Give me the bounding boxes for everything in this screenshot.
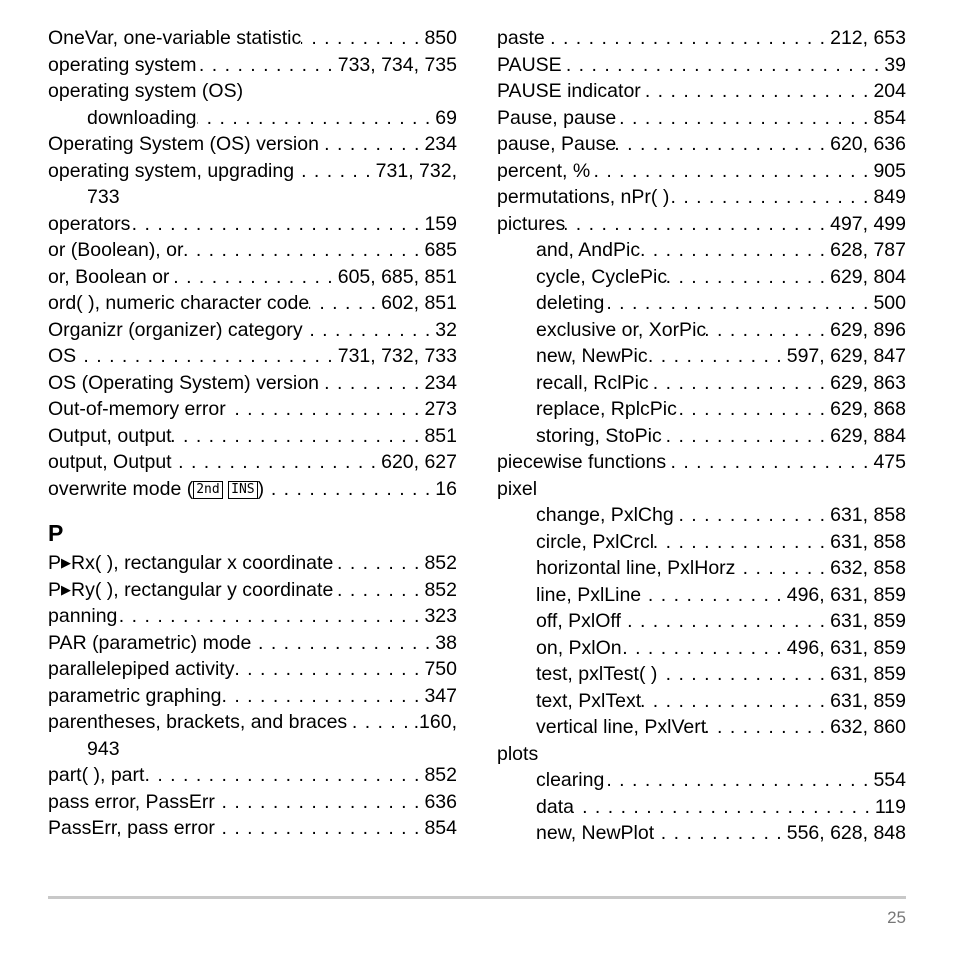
index-entry xyxy=(497,820,906,847)
entry-pages: 212, 653 xyxy=(830,27,906,49)
entry-pages: 631, 858 xyxy=(830,530,906,553)
page-number: 25 xyxy=(887,908,906,927)
entry-term: circle, PxlCrcl xyxy=(536,530,655,553)
leader-dots xyxy=(169,264,333,291)
index-entry xyxy=(497,237,906,264)
leader-dots xyxy=(264,476,431,503)
index-entry xyxy=(48,736,457,763)
index-entry xyxy=(48,158,457,185)
index-entry xyxy=(497,317,906,344)
entry-term: on, PxlOn xyxy=(536,636,622,659)
entry-term-rest: Rx( ), rectangular x coordinate xyxy=(71,552,334,574)
entry-term: OS (Operating System) version xyxy=(48,371,319,394)
entry-term: off, PxlOff xyxy=(536,610,621,632)
entry-term: paste xyxy=(497,27,545,49)
entry-term: Out-of-memory error xyxy=(48,398,226,420)
entry-term: vertical line, PxlVert xyxy=(536,716,707,738)
entry-term: PAUSE indicator xyxy=(497,80,641,102)
section-heading-p: P xyxy=(48,520,64,546)
index-entry xyxy=(497,741,906,768)
index-entry-prx xyxy=(48,550,457,577)
entry-pages: 16 xyxy=(435,477,457,500)
index-entry xyxy=(497,688,906,715)
entry-pages: 631, 859 xyxy=(830,610,906,632)
entry-pages: 852 xyxy=(424,552,457,574)
entry-pages: 631, 859 xyxy=(830,689,906,712)
leader-dots xyxy=(197,105,432,132)
leader-dots xyxy=(654,820,783,847)
entry-pages: 852 xyxy=(424,764,457,786)
entry-term: exclusive or, XorPic xyxy=(536,318,707,341)
leader-dots xyxy=(221,683,420,710)
leader-dots xyxy=(215,789,421,816)
entry-pages: 629, 863 xyxy=(830,371,906,394)
entry-term: PassErr, pass error xyxy=(48,817,215,839)
index-entry xyxy=(497,661,906,688)
entry-pages: 159 xyxy=(424,212,457,235)
entry-term: pixel xyxy=(497,477,538,500)
index-entry xyxy=(48,290,457,317)
entry-term: operators xyxy=(48,212,131,235)
entry-pages: 496, 631, 859 xyxy=(786,636,906,659)
entry-pages: 119 xyxy=(874,795,906,818)
index-entry xyxy=(48,449,457,476)
index-entry xyxy=(48,370,457,397)
leader-dots xyxy=(562,52,881,79)
entry-term: plots xyxy=(497,742,539,765)
leader-dots xyxy=(641,78,870,105)
footer-rule xyxy=(48,896,906,899)
entry-pages: 733, 734, 735 xyxy=(337,53,457,76)
index-entry xyxy=(48,423,457,450)
index-entry xyxy=(48,683,457,710)
entry-term: operating system xyxy=(48,53,197,76)
right-triangle-icon: ▶ xyxy=(61,581,72,597)
index-entry xyxy=(497,714,906,741)
entry-pages: 731, 732, xyxy=(375,159,457,182)
leader-dots xyxy=(172,423,421,450)
leader-dots xyxy=(616,131,826,158)
entry-pages: 629, 804 xyxy=(830,265,906,288)
index-entry xyxy=(497,529,906,556)
entry-term: data xyxy=(536,795,574,818)
leader-dots xyxy=(197,52,334,79)
entry-pages: 602, 851 xyxy=(381,292,457,314)
entry-term: OneVar, one-variable statistic xyxy=(48,27,302,49)
index-entry xyxy=(48,630,457,657)
entry-pages: 500 xyxy=(873,292,906,314)
entry-term: parametric graphing xyxy=(48,684,222,707)
entry-pages: 685 xyxy=(424,239,457,261)
entry-term-rest: Ry( ), rectangular y coordinate xyxy=(71,578,334,601)
entry-term: new, NewPic xyxy=(536,345,648,367)
entry-pages: 204 xyxy=(873,80,906,102)
leader-dots xyxy=(574,794,871,821)
leader-dots xyxy=(621,608,826,635)
entry-pages: 854 xyxy=(873,106,906,129)
leader-dots xyxy=(303,317,432,344)
leader-dots xyxy=(309,290,377,317)
entry-pages: 497, 499 xyxy=(830,212,906,235)
leader-dots xyxy=(677,396,826,423)
entry-pages: 69 xyxy=(435,106,457,129)
index-entry xyxy=(497,396,906,423)
entry-pages: 39 xyxy=(884,53,906,76)
entry-pages: 629, 896 xyxy=(830,318,906,341)
leader-dots xyxy=(674,502,826,529)
index-entry xyxy=(497,608,906,635)
index-entry xyxy=(48,709,457,736)
entry-term: and, AndPic xyxy=(536,239,641,261)
index-entry xyxy=(48,105,457,132)
key-2nd-icon: 2nd xyxy=(193,481,222,499)
leader-dots xyxy=(172,449,378,476)
index-entry xyxy=(48,264,457,291)
index-entry xyxy=(497,502,906,529)
leader-dots xyxy=(117,603,420,630)
index-entry xyxy=(497,767,906,794)
entry-pages: 38 xyxy=(435,631,457,654)
leader-dots xyxy=(130,211,420,238)
index-column-left xyxy=(48,25,457,842)
leader-dots xyxy=(76,343,334,370)
leader-dots xyxy=(622,635,783,662)
index-entry xyxy=(48,789,457,816)
entry-term-close: ) xyxy=(257,477,265,500)
entry-pages: 347 xyxy=(424,684,457,707)
entry-pages: 556, 628, 848 xyxy=(786,822,906,844)
entry-term: text, PxlText xyxy=(536,689,642,712)
entry-term: cycle, CyclePic xyxy=(536,265,668,288)
leader-dots xyxy=(294,158,372,185)
entry-term: recall, RclPic xyxy=(536,371,649,394)
entry-term: 733 xyxy=(87,186,120,208)
entry-term: overwrite mode ( xyxy=(48,477,194,500)
entry-pages: 632, 858 xyxy=(830,557,906,579)
index-entry xyxy=(497,25,906,52)
entry-pages: 631, 859 xyxy=(830,663,906,685)
entry-pages: 496, 631, 859 xyxy=(786,583,906,606)
key-ins-icon: INS xyxy=(228,481,257,499)
entry-pages: 850 xyxy=(424,27,457,49)
index-entry xyxy=(48,184,457,211)
index-entry xyxy=(497,635,906,662)
entry-pages: 605, 685, 851 xyxy=(337,265,457,288)
entry-term: replace, RplcPic xyxy=(536,398,677,420)
leader-dots xyxy=(333,577,420,604)
index-entry xyxy=(497,582,906,609)
entry-term: pass error, PassErr xyxy=(48,790,215,813)
entry-term: test, pxlTest( ) xyxy=(536,663,658,685)
leader-dots xyxy=(226,396,421,423)
entry-term: clearing xyxy=(536,769,605,791)
leader-dots xyxy=(183,237,420,264)
leader-dots xyxy=(706,317,826,344)
leader-dots xyxy=(662,423,826,450)
leader-dots xyxy=(144,762,420,789)
entry-term: or (Boolean), or xyxy=(48,239,184,261)
leader-dots xyxy=(590,158,869,185)
index-group-o xyxy=(48,25,457,476)
entry-term: OS xyxy=(48,345,77,367)
entry-term: piecewise functions xyxy=(497,451,667,473)
leader-dots xyxy=(641,688,826,715)
entry-term: Pause, pause xyxy=(497,106,617,129)
index-entry xyxy=(48,603,457,630)
entry-term: horizontal line, PxlHorz xyxy=(536,557,736,579)
entry-term: part( ), part xyxy=(48,764,145,786)
entry-pages: 632, 860 xyxy=(830,716,906,738)
leader-dots xyxy=(319,131,421,158)
entry-pages: 234 xyxy=(424,133,457,155)
entry-term: ord( ), numeric character code xyxy=(48,292,310,314)
leader-dots xyxy=(649,370,826,397)
entry-term: operating system (OS) xyxy=(48,80,244,102)
entry-term: permutations, nPr( ) xyxy=(497,186,670,208)
leader-dots xyxy=(654,529,826,556)
leader-dots xyxy=(641,582,783,609)
index-entry xyxy=(48,52,457,79)
entry-term: P xyxy=(48,552,62,574)
entry-term: PAR (parametric) mode xyxy=(48,631,252,654)
entry-pages: 475 xyxy=(873,451,906,473)
index-entry xyxy=(497,211,906,238)
entry-term: pause, Pause xyxy=(497,133,617,155)
entry-pages: 32 xyxy=(435,318,457,341)
entry-term: line, PxlLine xyxy=(536,583,642,606)
entry-term: downloading xyxy=(87,106,197,129)
entry-term: Output, output xyxy=(48,424,172,447)
entry-pages: 554 xyxy=(873,769,906,791)
index-entry xyxy=(48,815,457,842)
entry-pages: 750 xyxy=(424,658,457,680)
index-entry xyxy=(497,52,906,79)
entry-term: Operating System (OS) version xyxy=(48,133,319,155)
entry-pages: 273 xyxy=(424,398,457,420)
index-entry xyxy=(497,794,906,821)
index-entry xyxy=(497,264,906,291)
index-entry xyxy=(497,131,906,158)
entry-pages: 628, 787 xyxy=(830,239,906,261)
entry-pages: 597, 629, 847 xyxy=(786,345,906,367)
entry-pages: 629, 884 xyxy=(830,424,906,447)
index-group-p xyxy=(48,603,457,842)
index-group-p-continued xyxy=(497,25,906,847)
leader-dots xyxy=(333,550,420,577)
leader-dots xyxy=(301,25,420,52)
leader-dots xyxy=(667,264,826,291)
leader-dots xyxy=(735,555,826,582)
entry-term: pictures xyxy=(497,212,566,235)
entry-term: panning xyxy=(48,605,118,627)
index-entry xyxy=(497,449,906,476)
index-entry xyxy=(48,762,457,789)
leader-dots xyxy=(545,25,826,52)
leader-dots xyxy=(347,709,409,736)
leader-dots xyxy=(604,767,869,794)
entry-term: 943 xyxy=(87,737,120,760)
index-entry xyxy=(48,78,457,105)
index-entry xyxy=(497,343,906,370)
entry-term: deleting xyxy=(536,292,605,314)
entry-term: parentheses, brackets, and braces xyxy=(48,711,348,733)
entry-pages: 629, 868 xyxy=(830,398,906,420)
index-entry xyxy=(48,237,457,264)
entry-term: storing, StoPic xyxy=(536,424,662,447)
index-entry xyxy=(497,423,906,450)
index-entry xyxy=(48,656,457,683)
entry-pages: 731, 732, 733 xyxy=(337,345,457,367)
leader-dots xyxy=(616,105,869,132)
entry-pages: .160, xyxy=(413,711,457,733)
entry-pages: 849 xyxy=(873,186,906,208)
leader-dots xyxy=(657,661,826,688)
leader-dots xyxy=(234,656,420,683)
index-entry xyxy=(497,370,906,397)
leader-dots xyxy=(648,343,783,370)
entry-pages: 631, 858 xyxy=(830,504,906,526)
entry-term: new, NewPlot xyxy=(536,822,655,844)
index-entry xyxy=(48,343,457,370)
index-entry xyxy=(48,317,457,344)
leader-dots xyxy=(251,630,431,657)
leader-dots xyxy=(706,714,826,741)
entry-pages: 234 xyxy=(424,371,457,394)
leader-dots xyxy=(319,370,421,397)
index-entry xyxy=(497,290,906,317)
entry-pages: 323 xyxy=(424,605,457,627)
index-column-right xyxy=(497,25,906,847)
leader-dots xyxy=(565,211,826,238)
leader-dots xyxy=(215,815,421,842)
index-entry xyxy=(497,555,906,582)
entry-term: PAUSE xyxy=(497,53,562,76)
entry-term: Organizr (organizer) category xyxy=(48,318,303,341)
index-entry xyxy=(497,158,906,185)
entry-term: P xyxy=(48,578,62,601)
right-triangle-icon: ▶ xyxy=(61,555,72,570)
index-entry xyxy=(497,78,906,105)
index-entry xyxy=(48,211,457,238)
leader-dots xyxy=(604,290,869,317)
entry-pages: 905 xyxy=(873,159,906,182)
index-entry xyxy=(497,105,906,132)
entry-term: change, PxlChg xyxy=(536,504,674,526)
index-entry-pry xyxy=(48,577,457,604)
index-entry xyxy=(48,131,457,158)
index-entry xyxy=(48,25,457,52)
leader-dots xyxy=(669,184,869,211)
entry-term: output, Output xyxy=(48,451,172,473)
leader-dots xyxy=(640,237,826,264)
index-entry xyxy=(497,184,906,211)
entry-term: parallelepiped activity xyxy=(48,658,235,680)
leader-dots xyxy=(666,449,869,476)
entry-term: operating system, upgrading xyxy=(48,159,295,182)
entry-pages: 854 xyxy=(424,817,457,839)
entry-pages: 636 xyxy=(424,790,457,813)
entry-pages: 851 xyxy=(424,424,457,447)
index-entry xyxy=(48,396,457,423)
entry-term: or, Boolean or xyxy=(48,265,170,288)
entry-pages: 620, 636 xyxy=(830,133,906,155)
entry-term: percent, % xyxy=(497,159,591,182)
index-entry xyxy=(497,476,906,503)
entry-pages: 620, 627 xyxy=(381,451,457,473)
entry-pages: 852 xyxy=(424,578,457,601)
index-entry-overwrite-mode xyxy=(48,476,457,503)
